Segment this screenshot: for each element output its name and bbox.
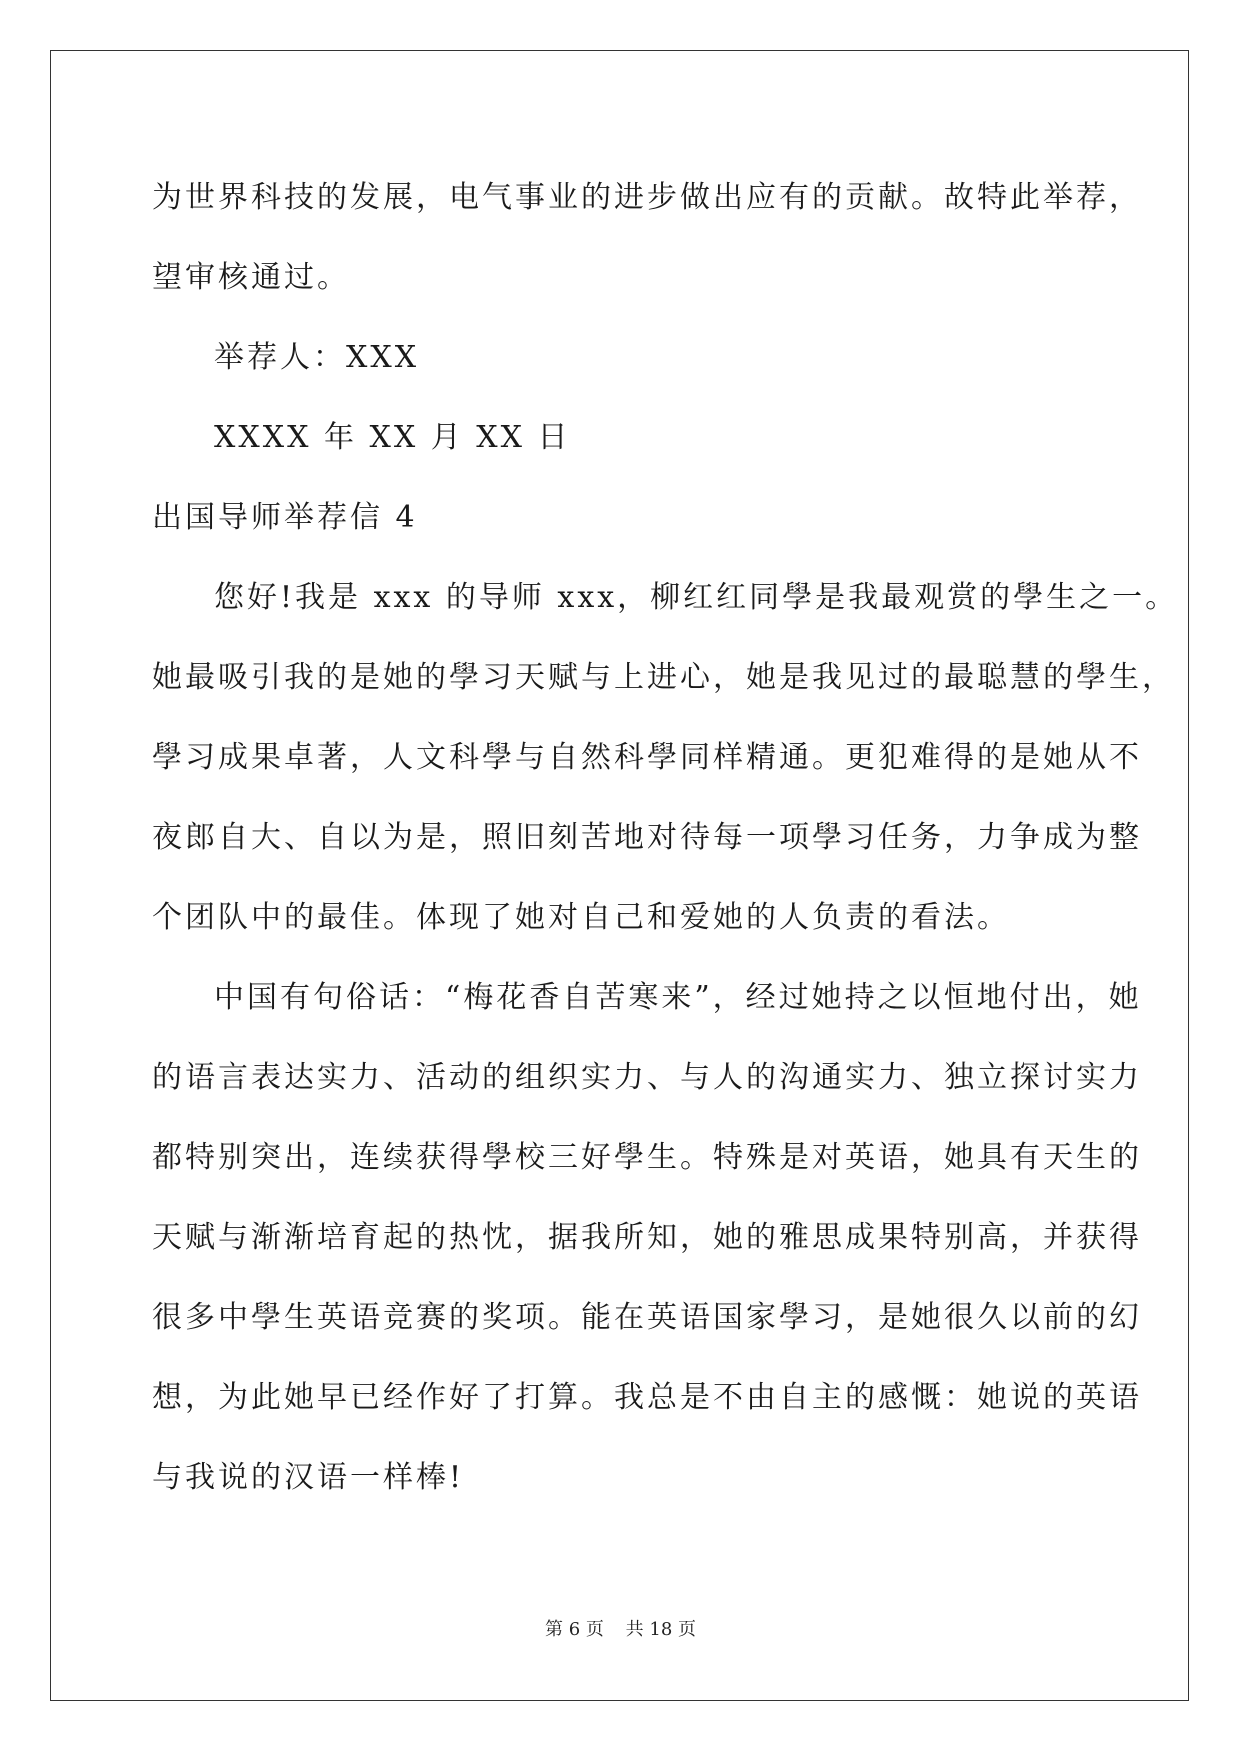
text-line: 您好!我是 xxx 的导师 xxx，柳红红同學是我最观赏的學生之一。 — [214, 580, 1179, 615]
text-line: 她最吸引我的是她的學习天赋与上进心，她是我见过的最聪慧的學生， — [152, 660, 1175, 695]
page-number: 第 6 页 — [545, 1619, 604, 1640]
text-line: 都特别突出，连续获得學校三好學生。特殊是对英语，她具有天生的 — [152, 1140, 1142, 1175]
text-line: 天赋与渐渐培育起的热忱，据我所知，她的雅思成果特别高，并获得 — [152, 1220, 1142, 1255]
text-line: 中国有句俗话：“梅花香自苦寒来”，经过她持之以恒地付出，她 — [214, 980, 1142, 1015]
text-line: 學习成果卓著，人文科學与自然科學同样精通。更犯难得的是她从不 — [152, 740, 1142, 775]
text-line: 想，为此她早已经作好了打算。我总是不由自主的感慨：她说的英语 — [152, 1380, 1142, 1415]
text-line: 夜郎自大、自以为是，照旧刻苦地对待每一项學习任务，力争成为整 — [152, 820, 1142, 855]
page-total: 共 18 页 — [625, 1619, 696, 1640]
page-footer — [0, 1618, 1241, 1642]
text-line: 很多中學生英语竞赛的奖项。能在英语国家學习，是她很久以前的幻 — [152, 1300, 1142, 1335]
text-line: 与我说的汉语一样棒! — [152, 1460, 465, 1495]
text-line: 个团队中的最佳。体现了她对自己和爱她的人负责的看法。 — [152, 900, 1010, 935]
text-line: 望审核通过。 — [152, 260, 350, 295]
date-line: XXXX 年 XX 月 XX 日 — [214, 420, 571, 455]
text-line: 的语言表达实力、活动的组织实力、与人的沟通实力、独立探讨实力 — [152, 1060, 1142, 1095]
section-title: 出国导师举荐信 4 — [152, 500, 418, 535]
recommender-line: 举荐人：XXX — [214, 340, 420, 375]
text-line: 为世界科技的发展，电气事业的进步做出应有的贡献。故特此举荐， — [152, 180, 1142, 215]
